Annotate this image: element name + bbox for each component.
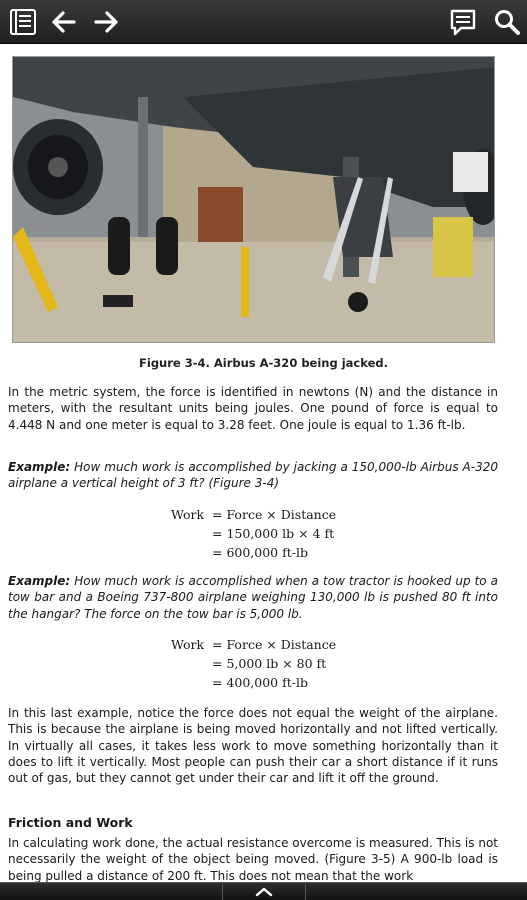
equation-lhs: Work xyxy=(171,637,205,652)
paragraph-friction: In calculating work done, the actual resistance overcome is measured. This is not necessarily the weight of the object being moved. (Figure 3-5) A 900-lb load is being pulled a distance of 200 ft. This does not mean that the work xyxy=(8,836,498,882)
expand-panel-button[interactable] xyxy=(222,883,306,900)
example-label: Example: xyxy=(8,574,71,588)
paragraph-metric-system: In the metric system, the force is identified in newtons (N) and the distance in meters, with the resultant units being joules. One pound of force is equal to 4.448 N and one meter is equal to 3.28 feet. One joule is equal to 1.36 ft-lb. xyxy=(8,385,498,432)
example-text: How much work is accomplished when a tow tractor is hooked up to a tow bar and a Boeing 737-800 airplane weighing 130,000 lb is pushed 80 ft into the hangar? The force on the tow bar is 5,000 lb. xyxy=(8,574,498,621)
back-arrow-icon xyxy=(51,10,77,34)
equation-lhs: Work xyxy=(171,507,205,522)
equation-row: = 150,000 lb × 4 ft xyxy=(212,526,335,541)
example-2 xyxy=(8,573,498,622)
example-text: How much work is accomplished by jacking a 150,000-lb Airbus A-320 airplane a vertical height of 3 ft? (Figure 3-4) xyxy=(8,460,498,491)
equation-row: = 600,000 ft-lb xyxy=(212,545,308,560)
toc-button[interactable] xyxy=(4,0,42,44)
book-page[interactable] xyxy=(0,44,527,882)
search-icon xyxy=(493,8,521,36)
equation-1 xyxy=(171,505,336,562)
figure-photo-airbus-jacked xyxy=(12,56,495,343)
chevron-up-icon xyxy=(255,887,273,897)
search-button[interactable] xyxy=(488,0,526,44)
example-1 xyxy=(8,459,498,492)
equation-row: = 5,000 lb × 80 ft xyxy=(212,656,327,671)
notes-icon xyxy=(448,7,478,37)
section-heading: Friction and Work xyxy=(8,815,133,830)
paragraph-last-example: In this last example, notice the force does not equal the weight of the airplane. This is because the airplane is being moved horizontally and not lifted vertically. In virtually all cases, it takes less work to move something horizontally than it does to lift it vertically. Most people can push their car a short distance if it runs out of gas, but they cannot get under their car and lift it off the ground. xyxy=(8,706,498,786)
back-button[interactable] xyxy=(46,0,82,44)
example-label: Example: xyxy=(8,460,71,474)
toc-icon xyxy=(8,7,38,37)
figure-caption: Figure 3-4. Airbus A-320 being jacked. xyxy=(139,356,388,370)
top-toolbar xyxy=(0,0,527,44)
equation-row: = 400,000 ft-lb xyxy=(212,675,308,690)
forward-button[interactable] xyxy=(88,0,124,44)
equation-2 xyxy=(171,635,336,692)
equation-row: = Force × Distance xyxy=(212,507,337,522)
notes-button[interactable] xyxy=(444,0,482,44)
forward-arrow-icon xyxy=(93,10,119,34)
equation-row: = Force × Distance xyxy=(212,637,337,652)
bottom-bar xyxy=(0,882,527,900)
